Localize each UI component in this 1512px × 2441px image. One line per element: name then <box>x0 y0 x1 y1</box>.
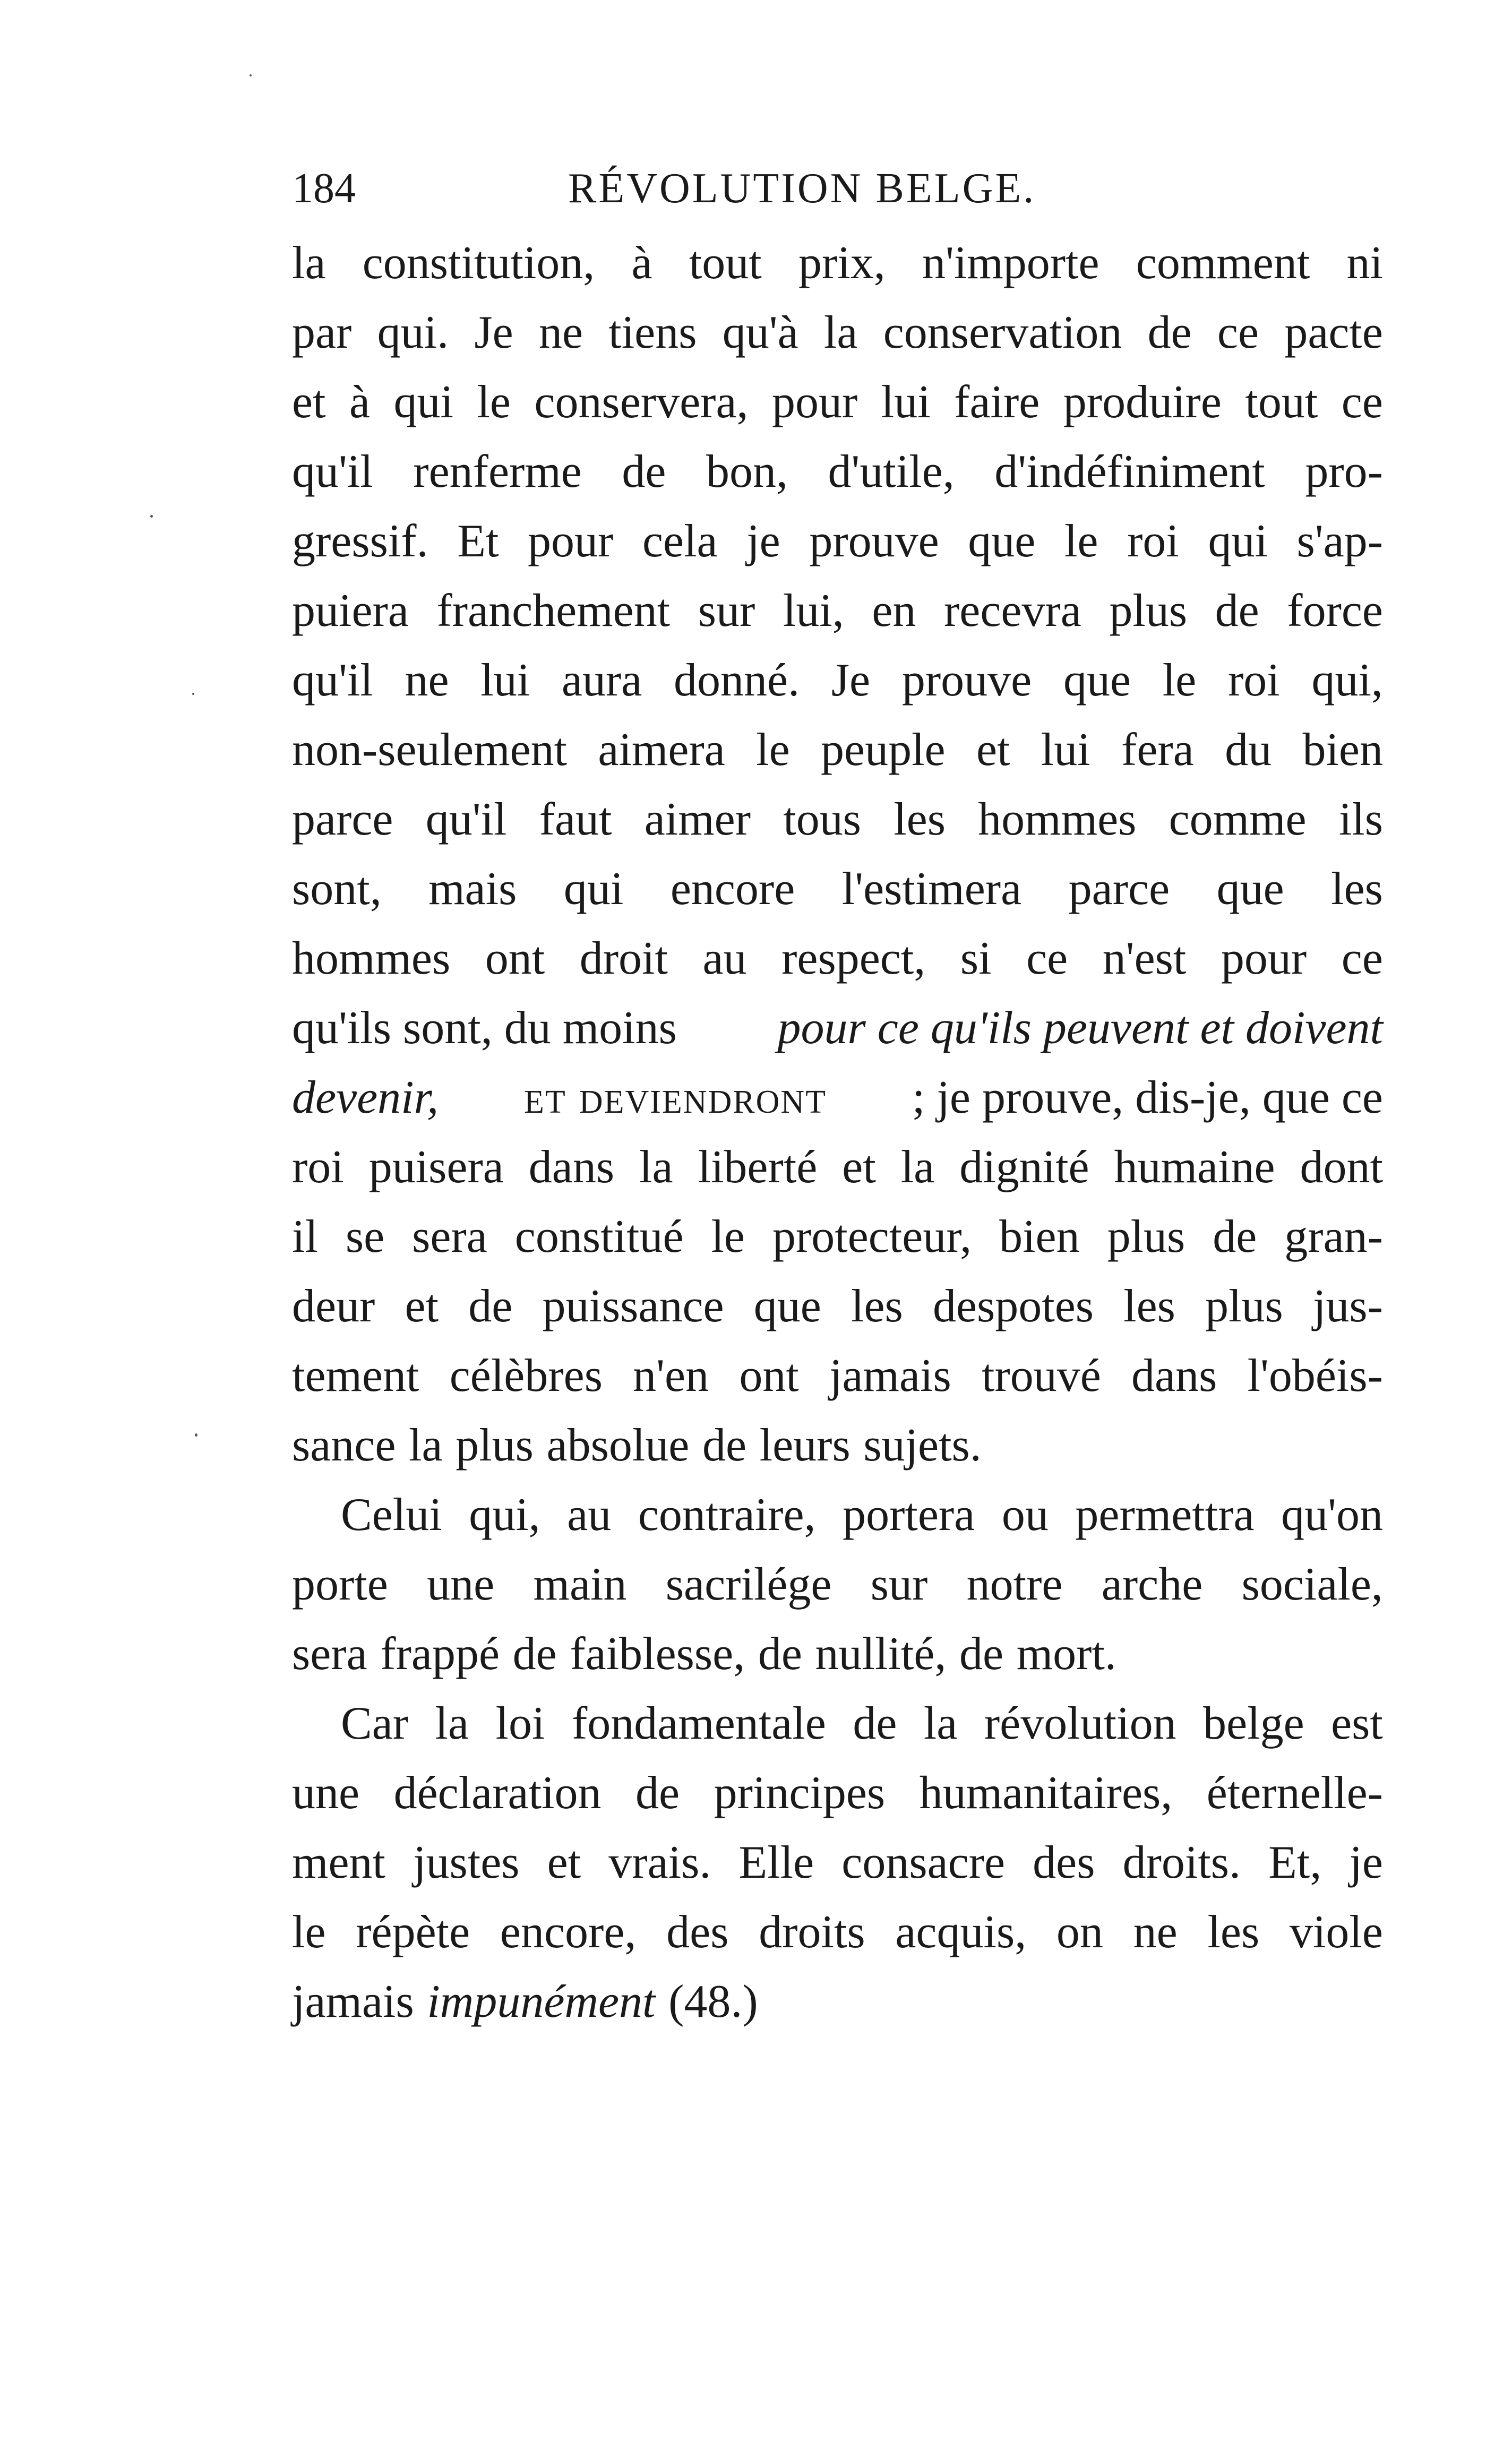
word: les <box>851 1280 903 1332</box>
word: des <box>1033 1837 1095 1888</box>
word: non-seulement <box>292 724 568 776</box>
word: et <box>405 1280 439 1332</box>
text-line <box>292 506 1383 576</box>
word: humanitaires, <box>919 1767 1173 1819</box>
word: n'est <box>1102 933 1187 984</box>
scan-speck <box>150 515 153 518</box>
word: qui <box>1208 515 1268 567</box>
word: porte <box>292 1559 388 1610</box>
word: de <box>622 446 666 497</box>
word: produire <box>1063 376 1222 428</box>
word: le <box>1162 655 1197 706</box>
word: qui, <box>1311 655 1383 706</box>
word: dans <box>528 1141 615 1193</box>
word: sur <box>870 1559 928 1610</box>
word: se <box>345 1211 385 1262</box>
word: sera <box>412 1211 487 1262</box>
word: déclaration <box>393 1767 602 1819</box>
word: du <box>1225 724 1272 776</box>
word: éternelle- <box>1206 1767 1383 1819</box>
word: absolue <box>546 1420 690 1471</box>
word: ni <box>1346 237 1383 289</box>
word: de <box>959 1628 1004 1680</box>
word: de <box>1147 307 1192 358</box>
word: à <box>349 376 371 428</box>
word: ce <box>1341 376 1383 428</box>
word: sacrilége <box>665 1559 832 1610</box>
word: gran- <box>1284 1211 1383 1262</box>
word: pour <box>528 515 614 567</box>
word: sociale, <box>1241 1559 1383 1610</box>
word: droits. <box>1122 1837 1241 1888</box>
text-line <box>292 1202 1383 1271</box>
word: peuple <box>821 724 946 776</box>
word: révolution <box>984 1698 1176 1749</box>
word: le <box>711 1211 745 1262</box>
word: les <box>1123 1280 1175 1332</box>
word: qui. <box>377 307 449 358</box>
word: dont <box>1300 1141 1383 1193</box>
word: l'obéis- <box>1247 1350 1383 1402</box>
word: de <box>1215 585 1259 637</box>
text-line <box>292 924 1383 993</box>
word: lui <box>1041 724 1090 776</box>
word: s'ap- <box>1296 515 1383 567</box>
word: contraire, <box>638 1489 816 1541</box>
word: faut <box>539 794 612 845</box>
word: acquis, <box>895 1906 1027 1958</box>
word: ment <box>292 1837 385 1888</box>
word: sera <box>292 1628 367 1680</box>
word: une <box>292 1767 360 1819</box>
word: pro- <box>1305 446 1383 497</box>
text-line <box>292 1132 1383 1202</box>
text-line <box>292 576 1383 646</box>
word: ce <box>1026 933 1068 984</box>
word: liberté <box>698 1141 818 1193</box>
word: pour <box>1221 933 1307 984</box>
word: aura <box>561 655 642 706</box>
word: qu'à <box>722 307 798 358</box>
word: droit <box>579 933 668 984</box>
word: nullité, <box>815 1628 947 1680</box>
word: notre <box>966 1559 1063 1610</box>
word: que <box>1063 655 1131 706</box>
word: ne <box>1133 1906 1178 1958</box>
word: puissance <box>542 1280 724 1332</box>
word: gressif. <box>292 515 428 567</box>
word: en <box>872 585 916 637</box>
text-line <box>292 1411 1383 1480</box>
word: roi <box>292 1141 344 1193</box>
word: ou <box>1001 1489 1049 1541</box>
word: vrais. <box>608 1837 711 1888</box>
text-line <box>292 715 1383 785</box>
word: dans <box>1131 1350 1217 1402</box>
word: Celui <box>341 1489 442 1541</box>
word: arche <box>1101 1559 1203 1610</box>
word: jamais <box>829 1350 951 1402</box>
word: Car <box>341 1698 409 1749</box>
word: l'estimera <box>841 863 1022 915</box>
word: ils <box>1338 794 1383 845</box>
word: roi <box>1127 515 1179 567</box>
word: et <box>976 724 1010 776</box>
text-segment: (48.) <box>668 1976 758 2027</box>
word: qui <box>563 863 624 915</box>
word: encore <box>670 863 795 915</box>
word: le <box>477 376 511 428</box>
text-line <box>292 1897 1383 1967</box>
word: conservera, <box>534 376 749 428</box>
word: lui, <box>783 585 844 637</box>
text-line <box>292 298 1383 367</box>
word: ce <box>1217 307 1259 358</box>
scan-speck <box>195 1433 197 1437</box>
word: droits <box>759 1906 865 1958</box>
word: est <box>1331 1698 1383 1749</box>
word: lui <box>480 655 530 706</box>
word: respect, <box>781 933 926 984</box>
word: de <box>468 1280 513 1332</box>
word: le <box>292 1906 326 1958</box>
word: sujets. <box>863 1420 982 1471</box>
word: ne <box>538 307 583 358</box>
word: jus- <box>1312 1280 1383 1332</box>
word: puisera <box>368 1141 504 1193</box>
word: plus <box>1107 1211 1185 1262</box>
word: bien <box>1302 724 1383 776</box>
word: faire <box>954 376 1040 428</box>
word: que <box>968 515 1036 567</box>
word: justes <box>413 1837 520 1888</box>
word: hommes <box>978 794 1137 845</box>
word: au <box>567 1489 612 1541</box>
word: sont, <box>292 863 382 915</box>
word: despotes <box>932 1280 1094 1332</box>
word: dignité <box>959 1141 1089 1193</box>
word: que <box>1216 863 1284 915</box>
word: prouve <box>901 655 1032 706</box>
word: prix, <box>798 237 886 289</box>
word: au <box>702 933 747 984</box>
word: de <box>1213 1211 1257 1262</box>
word: de <box>512 1628 557 1680</box>
word: par <box>292 307 352 358</box>
word: comme <box>1169 794 1307 845</box>
text-line <box>292 854 1383 924</box>
word: qu'il <box>292 446 373 497</box>
text-line <box>292 367 1383 437</box>
word: parce <box>292 794 393 845</box>
word: tous <box>783 794 861 845</box>
text-line <box>292 228 1383 298</box>
word: de <box>758 1628 802 1680</box>
word: la <box>435 1698 469 1749</box>
word: je <box>1349 1837 1383 1888</box>
word: qui <box>393 376 453 428</box>
word: franchement <box>436 585 671 637</box>
word: bon, <box>706 446 788 497</box>
text-line <box>292 437 1383 506</box>
word: mort. <box>1016 1628 1116 1680</box>
word: constitué <box>514 1211 684 1262</box>
word: donné. <box>674 655 800 706</box>
word: n'en <box>633 1350 709 1402</box>
text-line <box>292 1550 1383 1619</box>
word: et <box>842 1141 876 1193</box>
word: humaine <box>1114 1141 1275 1193</box>
text-line <box>292 1271 1383 1341</box>
word: plus <box>1205 1280 1283 1332</box>
text-line <box>292 993 1383 1063</box>
word: faiblesse, <box>570 1628 745 1680</box>
word: puiera <box>292 585 409 637</box>
text-line <box>292 1619 1383 1689</box>
word: d'utile, <box>828 446 955 497</box>
word: la <box>923 1698 958 1749</box>
word: de <box>702 1420 747 1471</box>
word: belge <box>1203 1698 1304 1749</box>
word: Je <box>474 307 513 358</box>
scan-speck <box>250 74 252 76</box>
word: on <box>1056 1906 1103 1958</box>
text-line <box>292 1967 1383 2036</box>
scan-speck <box>192 693 194 695</box>
text-line <box>292 1758 1383 1828</box>
word: répète <box>356 1906 470 1958</box>
word: fera <box>1121 724 1194 776</box>
word: célèbres <box>449 1350 603 1402</box>
word: pacte <box>1284 307 1383 358</box>
word: deur <box>292 1280 375 1332</box>
word: ont <box>485 933 545 984</box>
word: plus <box>1109 585 1188 637</box>
text-line <box>292 646 1383 715</box>
word: cela <box>642 515 718 567</box>
word: des <box>666 1906 729 1958</box>
word: main <box>533 1559 627 1610</box>
word: lui <box>881 376 931 428</box>
word: le <box>756 724 790 776</box>
running-title: RÉVOLUTION BELGE. <box>568 165 1036 212</box>
text-line <box>292 1063 1383 1132</box>
word: protecteur, <box>772 1211 972 1262</box>
word: tout <box>689 237 762 289</box>
word: comment <box>1136 237 1310 289</box>
word: qu'il <box>292 655 373 706</box>
word: ont <box>739 1350 799 1402</box>
word: bien <box>999 1211 1080 1262</box>
word: qu'on <box>1281 1489 1383 1541</box>
word: trouvé <box>981 1350 1101 1402</box>
small-caps-text: et deviendront <box>524 1072 827 1123</box>
word: aimer <box>644 794 751 845</box>
word: d'indéfiniment <box>994 446 1265 497</box>
italic-text: devenir, <box>292 1072 439 1123</box>
word: les <box>1207 1906 1260 1958</box>
word: je <box>746 515 780 567</box>
word: ce <box>1341 933 1383 984</box>
text-line <box>292 1828 1383 1897</box>
text-line <box>292 1689 1383 1758</box>
word: si <box>960 933 992 984</box>
text-segment: jamais <box>292 1976 414 2027</box>
word: leurs <box>759 1420 850 1471</box>
word: plus <box>456 1420 534 1471</box>
word: les <box>1331 863 1383 915</box>
word: permettra <box>1075 1489 1255 1541</box>
text-line <box>292 785 1383 854</box>
word: tement <box>292 1350 419 1402</box>
word: mais <box>428 863 517 915</box>
page-number: 184 <box>292 165 356 212</box>
word: consacre <box>841 1837 1006 1888</box>
word: la <box>639 1141 673 1193</box>
word: portera <box>843 1489 975 1541</box>
word: Elle <box>738 1837 814 1888</box>
word: fondamentale <box>571 1698 826 1749</box>
word: Et <box>457 515 499 567</box>
word: et <box>547 1837 581 1888</box>
word: qui, <box>469 1489 540 1541</box>
word: sance <box>292 1420 396 1471</box>
word: viole <box>1289 1906 1383 1958</box>
word: force <box>1287 585 1383 637</box>
word: tout <box>1245 376 1318 428</box>
word: frappé <box>380 1628 500 1680</box>
word: recevra <box>943 585 1081 637</box>
word: une <box>427 1559 495 1610</box>
word: la <box>409 1420 443 1471</box>
word: pour <box>771 376 858 428</box>
italic-text: impunément <box>427 1976 656 2027</box>
running-header <box>292 159 1383 218</box>
word: les <box>894 794 946 845</box>
word: principes <box>714 1767 886 1819</box>
word: il <box>292 1211 318 1262</box>
text-line <box>292 1480 1383 1550</box>
italic-text: pour ce qu'ils peuvent et doivent <box>777 1002 1383 1054</box>
word: Je <box>831 655 871 706</box>
word: n'importe <box>922 237 1099 289</box>
body-text <box>292 228 1383 2036</box>
word: aimera <box>598 724 725 776</box>
word: conservation <box>883 307 1122 358</box>
word: la <box>292 237 326 289</box>
word: prouve <box>809 515 939 567</box>
word: la <box>900 1141 935 1193</box>
word: Et, <box>1268 1837 1322 1888</box>
word: à <box>631 237 652 289</box>
word: constitution, <box>362 237 595 289</box>
word: de <box>635 1767 680 1819</box>
word: la <box>823 307 858 358</box>
word: de <box>853 1698 897 1749</box>
word: tiens <box>608 307 697 358</box>
text-segment: qu'ils sont, du moins <box>292 1002 677 1054</box>
word: loi <box>495 1698 545 1749</box>
word: hommes <box>292 933 451 984</box>
word: sur <box>698 585 755 637</box>
word: renferme <box>413 446 582 497</box>
word: ne <box>405 655 449 706</box>
text-segment: ; je prouve, dis-je, que ce <box>912 1072 1383 1123</box>
word: qu'il <box>425 794 507 845</box>
text-line <box>292 1341 1383 1411</box>
word: que <box>753 1280 821 1332</box>
word: et <box>292 376 326 428</box>
word: roi <box>1227 655 1280 706</box>
word: encore, <box>500 1906 637 1958</box>
word: le <box>1064 515 1098 567</box>
word: parce <box>1068 863 1170 915</box>
